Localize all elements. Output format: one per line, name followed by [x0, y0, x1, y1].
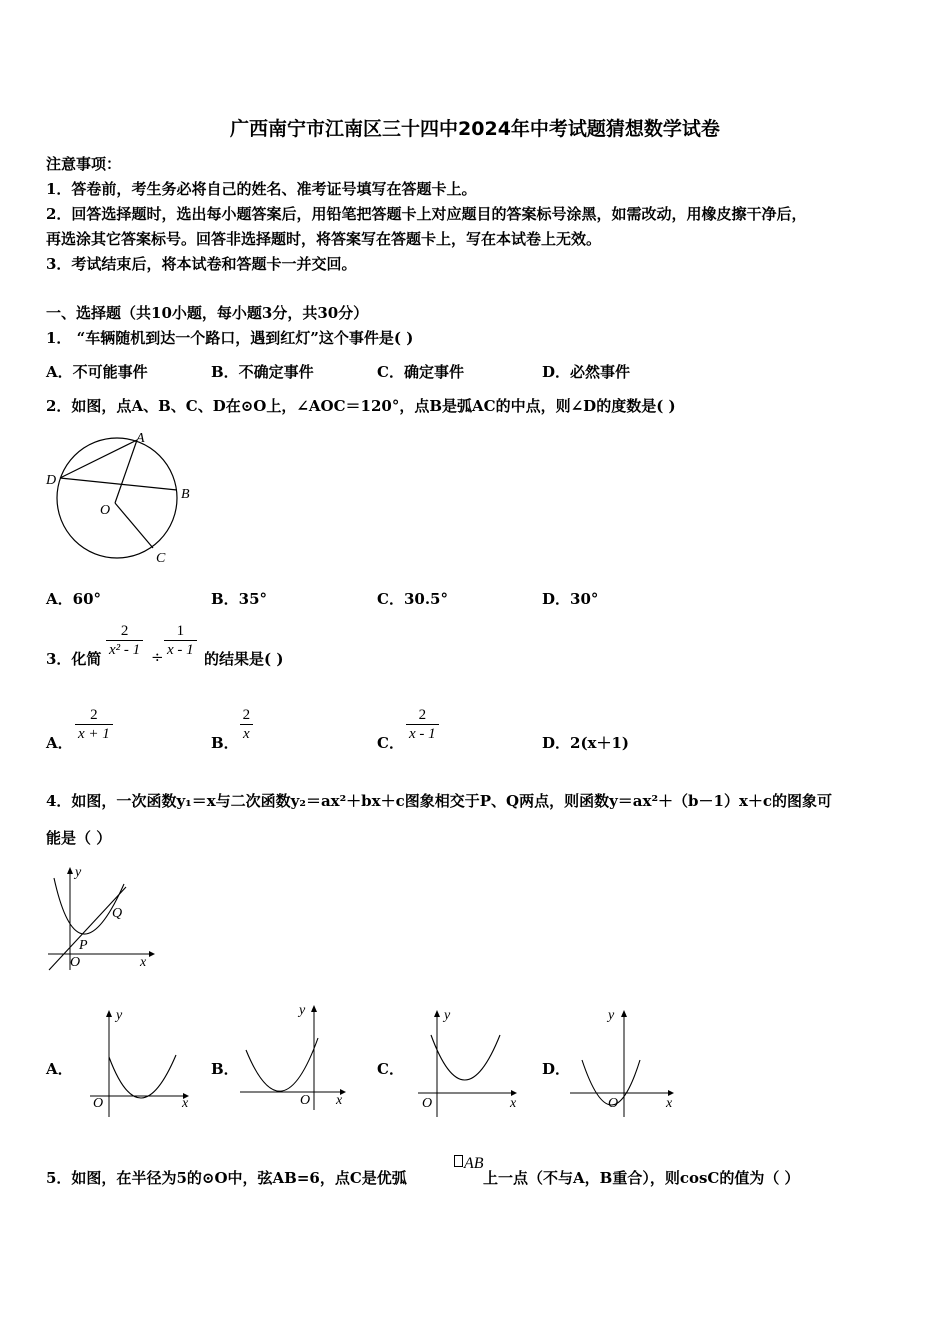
q2-label-o: O	[100, 503, 111, 518]
q4-option-b[interactable]: B．	[211, 1060, 239, 1078]
q3-f2-den: x - 1	[164, 640, 197, 659]
q4c-label-o: O	[422, 1096, 433, 1111]
q5-arc-label: AB	[464, 1155, 484, 1172]
q4-option-d[interactable]: D．	[542, 1060, 571, 1078]
q3-b-den: x	[240, 724, 253, 743]
q2-stem: 2．如图，点A、B、C、D在⊙O上，∠AOC＝120°，点B是弧AC的中点，则∠D的度数是( )	[46, 397, 676, 415]
q4-option-d-graph	[570, 1005, 685, 1120]
q4-option-a[interactable]: A．	[46, 1060, 73, 1078]
page-title: 广西南宁市江南区三十四中2024年中考试题猜想数学试卷	[230, 118, 720, 140]
q5-stem-part1: 5．如图，在半径为5的⊙O中，弦AB=6，点C是优弧	[46, 1169, 407, 1187]
q2-option-b[interactable]: B．35°	[211, 590, 268, 608]
q3-option-c-label[interactable]: C．	[377, 734, 404, 752]
q4a-label-x: x	[182, 1096, 189, 1111]
q2-label-d: D	[46, 473, 57, 488]
q5-arc-ab	[454, 1155, 484, 1173]
q2-option-c[interactable]: C．30.5°	[377, 590, 448, 608]
q4b-label-o: O	[300, 1093, 311, 1108]
q4b-label-x: x	[336, 1093, 343, 1108]
q4-option-a-graph	[88, 1005, 198, 1120]
q3-option-c-fraction	[406, 706, 439, 743]
q4-main-figure	[44, 862, 164, 977]
notice-item-3: 3．考试结束后，将本试卷和答题卡一并交回。	[46, 255, 357, 273]
q4a-label-y: y	[116, 1008, 123, 1023]
q2-circle-figure	[40, 428, 200, 568]
q2-label-b: B	[181, 487, 190, 502]
notice-item-2a: 2．回答选择题时，选出每小题答案后，用铅笔把答题卡上对应题目的答案标号涂黑，如需改动，用橡皮擦干净后，	[46, 205, 807, 223]
q4-label-y: y	[75, 865, 82, 880]
q3-option-b-fraction	[240, 706, 253, 743]
q3-f2-num: 1	[176, 623, 185, 639]
q4-label-o: O	[70, 955, 81, 970]
q4-option-b-graph	[240, 1000, 355, 1115]
q1-stem: 1． “车辆随机到达一个路口，遇到红灯”这个事件是( )	[46, 329, 414, 347]
q3-option-a-label[interactable]: A．	[46, 734, 73, 752]
q3-div-sign: ÷	[151, 648, 164, 666]
q5-arc-mark	[454, 1155, 463, 1167]
q3-prefix: 3．化简	[46, 650, 102, 668]
q4b-label-y: y	[299, 1003, 306, 1018]
q4-stem-line1: 4．如图，一次函数y₁＝x与二次函数y₂＝ax²＋bx＋c图象相交于P、Q两点，则函数y＝ax²＋（b－1）x＋c的图象可	[46, 792, 833, 810]
q3-c-num: 2	[418, 707, 427, 723]
q3-a-num: 2	[90, 707, 98, 723]
q4c-label-x: x	[510, 1096, 517, 1111]
q4-label-p: P	[79, 938, 88, 953]
q1-option-a[interactable]: A．不可能事件	[46, 363, 148, 381]
q5-stem-part2: 上一点（不与A，B重合），则cosC的值为（ ）	[483, 1169, 800, 1187]
q4d-label-y: y	[608, 1008, 615, 1023]
notice-heading: 注意事项：	[46, 155, 122, 173]
q2-label-c: C	[156, 551, 166, 566]
q3-fraction-2	[164, 622, 197, 659]
q3-suffix: 的结果是( )	[204, 650, 284, 668]
q4d-label-x: x	[666, 1096, 673, 1111]
notice-item-1: 1．答卷前，考生务必将自己的姓名、准考证号填写在答题卡上。	[46, 180, 477, 198]
q3-b-num: 2	[242, 707, 251, 723]
q3-f1-den: x² - 1	[106, 640, 143, 659]
q3-option-b-label[interactable]: B．	[211, 734, 239, 752]
q3-c-den: x - 1	[406, 724, 439, 743]
q3-fraction-1	[106, 622, 143, 659]
q4-stem-line2: 能是（ ）	[46, 829, 112, 847]
q1-option-d[interactable]: D．必然事件	[542, 363, 631, 381]
section-heading: 一、选择题（共10小题，每小题3分，共30分）	[46, 304, 369, 322]
q3-a-den: x + 1	[75, 724, 113, 743]
q4-option-c[interactable]: C．	[377, 1060, 404, 1078]
q3-f1-num: 2	[120, 623, 129, 639]
q2-option-a[interactable]: A．60°	[46, 590, 102, 608]
q4-label-q: Q	[112, 906, 123, 921]
q3-option-a-fraction	[75, 706, 113, 743]
q4-label-x: x	[140, 955, 147, 970]
q4c-label-y: y	[444, 1008, 451, 1023]
q1-option-b[interactable]: B．不确定事件	[211, 363, 314, 381]
q1-option-c[interactable]: C．确定事件	[377, 363, 464, 381]
q4a-label-o: O	[93, 1096, 104, 1111]
notice-item-2b: 再选涂其它答案标号。回答非选择题时，将答案写在答题卡上，写在本试卷上无效。	[46, 230, 602, 248]
q3-option-d[interactable]: D．2(x＋1)	[542, 734, 630, 752]
q2-label-a: A	[136, 431, 145, 446]
q4d-label-o: O	[608, 1096, 619, 1111]
q2-option-d[interactable]: D．30°	[542, 590, 599, 608]
q4-option-c-graph	[416, 1005, 531, 1120]
